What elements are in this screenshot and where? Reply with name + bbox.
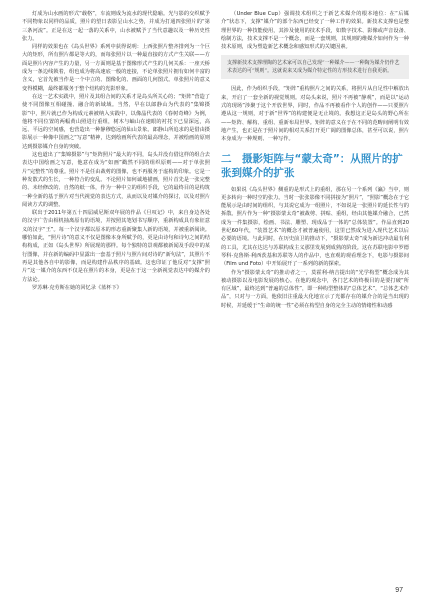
page-number: 97 <box>395 587 403 594</box>
body-paragraph: 在这一艺术实践中，照片及其组合间的关系才是岛头所关心的；“矩阵”营造了使不同图像互相碰撞、融合的新域域。当然，早在以郎静山为代表的“集锦摄影”中，照片就已作为构成元素被纳入实践中，以像晶代表的《春树奇峰》为例，他将不同位置的两幅黄山照进行重组，树木与岫山在速眼的衬托下已显深远，高远、平远的空间感，也营造出一种静穆悠远的仙山景象。郎静山所追求的是借由摄影展示一种像中国画之“写意”精神，达到绘画所代表的最高理念，并被绘画的原则达到摄影媒介自身的突破。 <box>22 93 210 150</box>
body-paragraph: 同样的效果也在《岛头世界》系列中获得说明：上西张照片整齐排列为一个巨大的矩形，所有照片都是等大的，而每张照片以一种最直接的方式产生关联——方面是照片内容产生的力量，另一方面则是基于图像形式产生的几何关系：一座天桥成为一条边线锁着，组也成为将高速底一般的连接，不论单张照片拥有如何丰富的含义，它首先被当作是一个中立的、图像化的、画面的几何图式。单张照片的意义变得模糊，最终都服务于整个结构的光影形象。 <box>22 44 210 92</box>
body-paragraph: 如果说《岛头世界》侧重的是形式上的重组，那在另一个系列《瀛》当中，则更多转向一种时空的张力。当时一张张影像不同拼接为“照片”，“照影”概念在于它能展示是由时间的组织，与其说它成为一组照片，不如说是一张照片的延长性与的拆散。照片作为一种“摄影蒙太奇”被裁剪、拼贴、重组，经由其他媒介融合，已然成为一件集摄影，绘画、书法、雕塑、现成品于一体的“总体装置”。作品直到20世纪60年代，“装置艺术”的概念才被普遍使用，这里已然成为进入现代艺术以后必要的语境。与此同时，在历史前卫的推动下，“摄影蒙太奇”成为新达冲动最有利的工具，尤其在达达与苏联构成主义那里发展到成熟的阶段。这在苏联电影中罗德琴科·克鲁斯·利西茨基和苏联等人的作品中，也直观的观看理念下，电影与摄影间（Film und Foto）中开始展开了一系列的新的探索。 <box>221 186 409 268</box>
right-column <box>221 10 409 310</box>
section-heading: 二 摄影矩阵与“蒙太奇”：从照片的扩张到媒介的扩张 <box>221 152 403 179</box>
body-paragraph: （Under Blue Cup）强调技术组织之于新艺术媒介的根本地位：在“后媒介”状态下，支撑“媒介”的部个东西已经变了一种工作的效果。新技术支撑也是整理世界的一种技能使用，其涉及使用的技术手段，如数字技术、影像或声音设备、绘制方法，技术支撑不是一个概念，而是一套规则，其规则的维媒介如何作为一种技术原则，成为塑造新艺术概念和感知形式的关键因素。 <box>221 11 409 51</box>
body-paragraph: 这也道出了“集锦摄影”与“矩阵照片”最大的不同，岛头并没有借这样的组合去表达中国绘画之写意，他意在成为“如画”戳然不同的组织原则——对于单张照片“完整性”的尊重。照片不是任由裁剪的图像，也不再服务于虚构的印象。它是一种发散式的生长，一种符合的变乱。不论照片如何诚地描画，照片首先是一张完整的、未经修改的、自然的纸一体，作为一种中立的组织手段，它的最终目的是构筑一种全新的基于照片对当代视觉的表达方式，从而以及对媒介的探讨，以及对照片阅读方式的调整。 <box>22 152 210 208</box>
left-column <box>22 10 210 292</box>
body-paragraph: 灯成为山水画的形式“载格”，车流则成为流水的现代隐喻。光与影的交织赋予不同物象以同样的品质，照片的望日表影呈山水之势，并成为打通四张照片的“第三条河流”。正是在这一起一落的关系中，山水被赋予了当代意趣以及一种历史性张力。 <box>22 11 210 42</box>
block-quote: 支撑新技术支撑理陶的艺术家可以自己发现“一种媒介——一种陶为媒介仍作艺术表达的可“规则”。这就说来又成为媒介特定性的方形技术进行自我更新。 <box>221 55 409 79</box>
body-paragraph: 作为“摄影蒙太奇”的推动者之一，莫霍利-纳吉提出的“光学构型”概念成为其被动摄影以及电影发展的核心。在他的观念中，各门艺术的终极目的是要打破“所有区域”，最终达到“普遍的总体性”，即一种构型整体的“总体艺术”，“总体艺术作品”，只对与一方面，他依旧注重最大化地宣示了光都存在的媒介合的是当出现的时候，并延缓于“生命的统一性”必须在构型自身的完全主动的情绪性和动感 <box>221 269 409 309</box>
body-paragraph: 联出于2011年第五十四届威尼斯双年展的作品《旦叹记》中，来自身边各处的汉字广告由相机抽离原有的语境，并按照其笔划书写顺序，重新构成具有象征意义的汉字“王”。每一个汉字都以原本的形态重新聚集人新的语境，并被重新阅读。哪怕如此，“照片诗”的意义不仅是图像本身所赋予的，更是由诗句和诗句之间的结构构成，正如《岛头世界》所展现的那样。每个独特的景观都被新闻及手段中的某行图像，并在新的编码中显露出一套基于照片与照片间对诗的“新句法”，其照片不再是其他各自中的影像，而是构建作品秩序的基础。这也印证了他反对“支撑”照片”这一媒介的东西不仅是在照片的本身，更是在于这一全新视觉表达中的媒介的方法论。 <box>22 210 210 283</box>
body-paragraph: 因此，作为组织手段，“矩阵”重构照片之间的关系，将照片从自足性中解放出来，开启了一套全新的视觉规则。对岛头来说，照片不再被“静观”，而是以“运动式的现场”涉聚于这个开放世界，同时，作品不再被看作个人的创作——只要照片遵从这一规则，对于新“世界”的构建便是无止境的。我想这正是岛头的野心所在——矩阵、解构、重组、重新布局世界。矩阵的意义在于在不同的范畴间阐明有效地产生，也正是在于照片间的相对关系打开更广阔的图像总体，甚至可以说，照片本身成为一种规则、一种写作。 <box>221 86 409 143</box>
closing-line: 罗苏琳·克劳斯在她的回忆录《蓝杯下》 <box>32 284 122 291</box>
